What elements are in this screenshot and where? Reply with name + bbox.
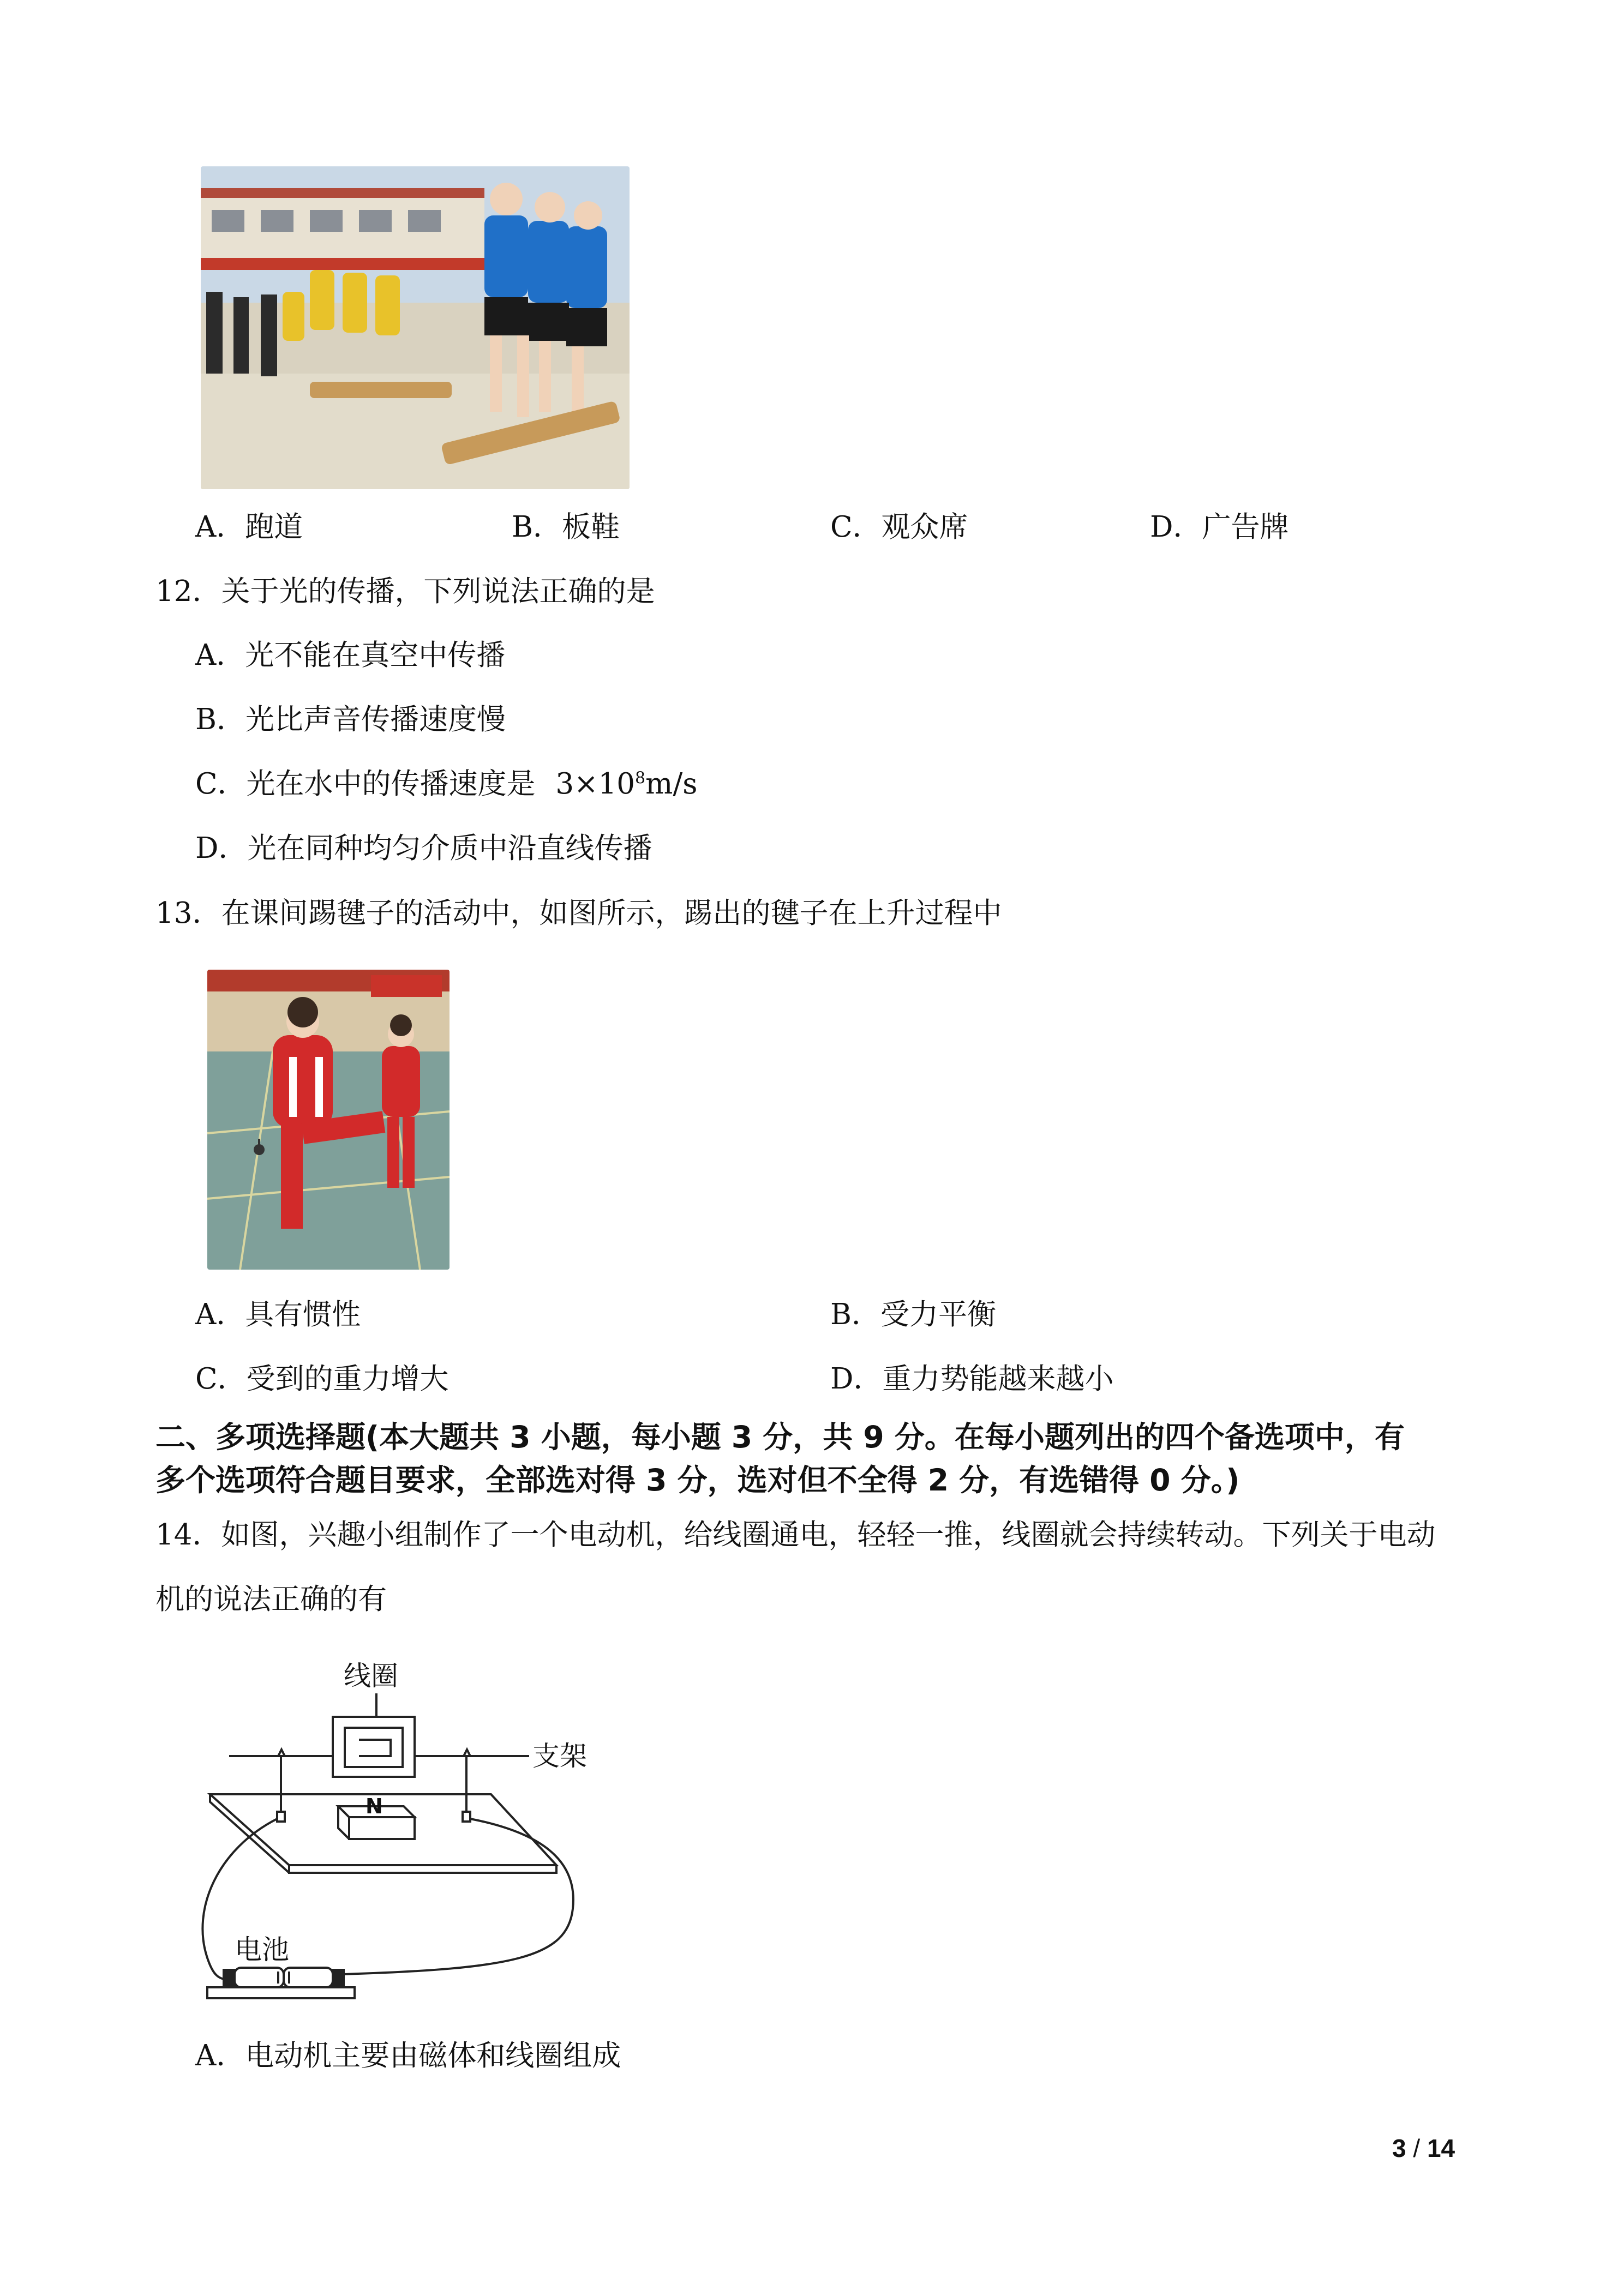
board-shoe-race-photo [201, 166, 630, 489]
magnet-pole-label: N [365, 1794, 383, 1818]
shuttlecock-kicking-illustration [207, 970, 450, 1270]
q11-option-a: A．跑道 [195, 510, 303, 544]
page-number [1392, 2133, 1455, 2163]
q13-stem: 13．在课间踢毽子的活动中，如图所示，踢出的毽子在上升过程中 [155, 897, 1002, 930]
q11-option-c: C．观众席 [830, 510, 968, 544]
q12-option-c-exp: 8 [635, 768, 646, 788]
q12-option-c [195, 765, 697, 803]
battery-label: 电池 [235, 1934, 289, 1966]
motor-diagram [185, 1652, 622, 2012]
q13-option-a: A．具有惯性 [195, 1298, 361, 1331]
q14-stem-line1: 14．如图，兴趣小组制作了一个电动机，给线圈通电，轻轻一推，线圈就会持续转动。下列关于电动 [155, 1518, 1436, 1552]
q12-option-c-unit: m/s [645, 767, 698, 801]
q12-option-b: B．光比声音传播速度慢 [195, 703, 506, 736]
q13-option-b: B．受力平衡 [830, 1298, 996, 1331]
q12-option-d: D．光在同种均匀介质中沿直线传播 [195, 832, 652, 865]
q12-stem: 12．关于光的传播，下列说法正确的是 [155, 575, 655, 608]
q13-option-d: D．重力势能越来越小 [830, 1362, 1114, 1396]
section2-heading-line1: 二、多项选择题(本大题共 3 小题，每小题 3 分，共 9 分。在每小题列出的四个备选项中，有 [155, 1420, 1405, 1454]
q11-option-d: D．广告牌 [1150, 510, 1289, 544]
q12-option-a: A．光不能在真空中传播 [195, 639, 506, 672]
q11-option-b: B．板鞋 [512, 510, 620, 544]
current-page: 3 [1392, 2134, 1406, 2162]
q12-option-c-prefix: C．光在水中的传播速度是 [195, 767, 536, 801]
q14-stem-line2: 机的说法正确的有 [155, 1583, 387, 1616]
q12-option-c-base: 3×10 [555, 767, 635, 801]
total-pages: 14 [1427, 2134, 1455, 2162]
board-shoe-race-illustration [201, 166, 630, 489]
page-separator: / [1413, 2134, 1421, 2162]
q14-option-a: A．电动机主要由磁体和线圈组成 [195, 2039, 621, 2072]
q13-option-c: C．受到的重力增大 [195, 1362, 449, 1396]
stand-label: 支架 [532, 1740, 587, 1772]
coil-label: 线圈 [344, 1660, 398, 1692]
shuttlecock-kicking-photo [207, 970, 450, 1270]
section2-heading-line2: 多个选项符合题目要求，全部选对得 3 分，选对但不全得 2 分，有选错得 0 分。) [155, 1463, 1240, 1498]
